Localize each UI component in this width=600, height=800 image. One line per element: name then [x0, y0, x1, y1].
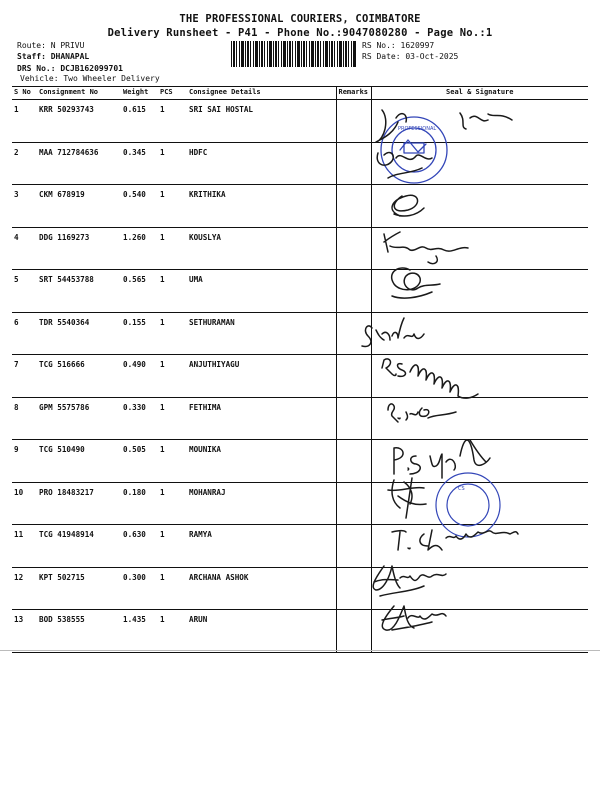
cell-remarks [336, 482, 371, 525]
cell-pcs: 1 [158, 227, 187, 270]
cell-signature [371, 185, 588, 228]
table-row [12, 355, 588, 398]
table-row [12, 567, 588, 610]
cell-consignee: KOUSLYA [187, 227, 336, 270]
cell-consignment-no: KPT 502715 [37, 567, 121, 610]
cell-pcs: 1 [158, 567, 187, 610]
col-header-consignee: Consignee Details [187, 87, 336, 100]
delivery-table [12, 86, 588, 653]
cell-sno: 2 [12, 142, 37, 185]
cell-consignee: FETHIMA [187, 397, 336, 440]
table-row [12, 100, 588, 143]
cell-pcs: 1 [158, 440, 187, 483]
cell-sno: 1 [12, 100, 37, 143]
cell-consignment-no: KRR 50293743 [37, 100, 121, 143]
table-row [12, 312, 588, 355]
rs-date: RS Date: 03-Oct-2025 [362, 52, 459, 61]
table-row [12, 397, 588, 440]
cell-sno: 6 [12, 312, 37, 355]
col-header-remarks: Remarks [336, 87, 371, 100]
cell-remarks [336, 567, 371, 610]
col-header-sno: S No [12, 87, 37, 100]
cell-sno: 9 [12, 440, 37, 483]
cell-weight: 0.630 [121, 525, 158, 568]
cell-pcs: 1 [158, 525, 187, 568]
cell-consignee: ARCHANA ASHOK [187, 567, 336, 610]
staff-label: Staff: DHANAPAL [17, 52, 90, 61]
cell-remarks [336, 312, 371, 355]
cell-pcs: 1 [158, 610, 187, 653]
cell-sno: 11 [12, 525, 37, 568]
cell-consignment-no: TCG 510490 [37, 440, 121, 483]
cell-weight: 1.435 [121, 610, 158, 653]
cell-consignment-no: BOD 538555 [37, 610, 121, 653]
cell-weight: 0.155 [121, 312, 158, 355]
col-header-consignment: Consignment No [37, 87, 121, 100]
cell-weight: 0.505 [121, 440, 158, 483]
table-row [12, 525, 588, 568]
cell-weight: 0.180 [121, 482, 158, 525]
cell-sno: 7 [12, 355, 37, 398]
cell-sno: 12 [12, 567, 37, 610]
cell-weight: 0.565 [121, 270, 158, 313]
cell-pcs: 1 [158, 142, 187, 185]
col-header-weight: Weight [121, 87, 158, 100]
cell-consignee: MOUNIKA [187, 440, 336, 483]
cell-consignment-no: TCG 41948914 [37, 525, 121, 568]
cell-signature [371, 270, 588, 313]
cell-sno: 3 [12, 185, 37, 228]
cell-signature [371, 312, 588, 355]
cell-weight: 0.345 [121, 142, 158, 185]
table-row [12, 610, 588, 653]
runsheet-title: Delivery Runsheet - P41 - Phone No.:9047080280 - Page No.:1 [107, 27, 493, 39]
cell-consignment-no: TDR 5540364 [37, 312, 121, 355]
cell-consignment-no: MAA 712784636 [37, 142, 121, 185]
cell-consignment-no: DDG 1169273 [37, 227, 121, 270]
vehicle-label: Vehicle: Two Wheeler Delivery [20, 74, 160, 83]
cell-remarks [336, 270, 371, 313]
cell-pcs: 1 [158, 397, 187, 440]
table-row [12, 440, 588, 483]
cell-consignee: KRITHIKA [187, 185, 336, 228]
cell-signature [371, 440, 588, 483]
cell-consignment-no: TCG 516666 [37, 355, 121, 398]
rs-number: RS No.: 1620997 [362, 41, 435, 50]
cell-weight: 0.540 [121, 185, 158, 228]
cell-signature [371, 227, 588, 270]
cell-consignment-no: CKM 678919 [37, 185, 121, 228]
cell-signature [371, 525, 588, 568]
cell-sno: 5 [12, 270, 37, 313]
cell-remarks [336, 610, 371, 653]
cell-remarks [336, 397, 371, 440]
company-title: THE PROFESSIONAL COURIERS, COIMBATORE [179, 13, 421, 25]
cell-remarks [336, 525, 371, 568]
barcode [231, 41, 356, 67]
col-header-pcs: PCS [158, 87, 187, 100]
stamp-text: CS [458, 486, 465, 492]
table-header [12, 87, 588, 100]
cell-signature [371, 142, 588, 185]
cell-pcs: 1 [158, 482, 187, 525]
cell-consignment-no: SRT 54453788 [37, 270, 121, 313]
cell-consignment-no: PRO 18483217 [37, 482, 121, 525]
table-row [12, 482, 588, 525]
table-row [12, 185, 588, 228]
cell-pcs: 1 [158, 185, 187, 228]
cell-remarks [336, 185, 371, 228]
col-header-signature: Seal & Signature [371, 87, 588, 100]
cell-consignee: SRI SAI HOSTAL [187, 100, 336, 143]
cell-signature [371, 482, 588, 525]
cell-consignee: ARUN [187, 610, 336, 653]
cell-pcs: 1 [158, 100, 187, 143]
cell-sno: 10 [12, 482, 37, 525]
cell-sno: 13 [12, 610, 37, 653]
cell-sno: 4 [12, 227, 37, 270]
page-bottom-rule [0, 650, 600, 651]
cell-signature [371, 610, 588, 653]
cell-consignee: ANJUTHIYAGU [187, 355, 336, 398]
cell-signature [371, 355, 588, 398]
cell-pcs: 1 [158, 312, 187, 355]
cell-pcs: 1 [158, 270, 187, 313]
table-row [12, 227, 588, 270]
cell-signature [371, 100, 588, 143]
cell-weight: 1.260 [121, 227, 158, 270]
cell-signature [371, 397, 588, 440]
drs-label: DRS No.: DCJB162099701 [17, 64, 123, 73]
cell-consignee: SETHURAMAN [187, 312, 336, 355]
cell-consignment-no: GPM 5575786 [37, 397, 121, 440]
cell-remarks [336, 227, 371, 270]
cell-weight: 0.300 [121, 567, 158, 610]
cell-weight: 0.330 [121, 397, 158, 440]
table-row [12, 270, 588, 313]
cell-consignee: UMA [187, 270, 336, 313]
cell-sno: 8 [12, 397, 37, 440]
cell-weight: 0.490 [121, 355, 158, 398]
cell-remarks [336, 440, 371, 483]
stamp-text: PROFESSIONAL [398, 126, 437, 132]
cell-consignee: RAMYA [187, 525, 336, 568]
cell-remarks [336, 142, 371, 185]
cell-remarks [336, 355, 371, 398]
cell-consignee: HDFC [187, 142, 336, 185]
cell-weight: 0.615 [121, 100, 158, 143]
cell-remarks [336, 100, 371, 143]
route-label: Route: N PRIVU [17, 41, 85, 50]
cell-signature [371, 567, 588, 610]
cell-consignee: MOHANRAJ [187, 482, 336, 525]
cell-pcs: 1 [158, 355, 187, 398]
table-row [12, 142, 588, 185]
